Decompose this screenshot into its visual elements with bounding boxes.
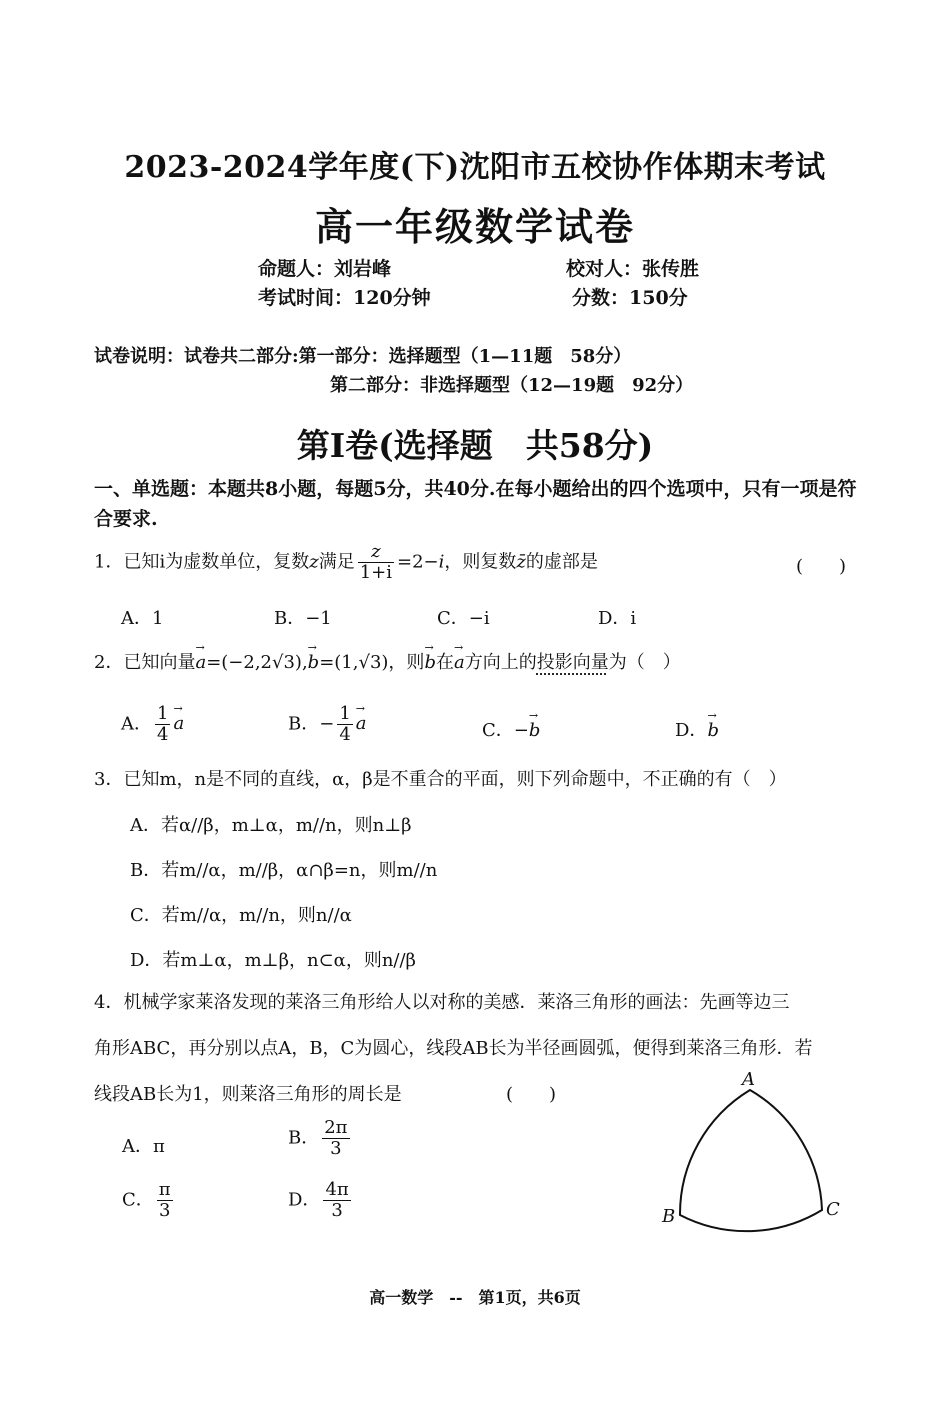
q1-option-c: C．−i (437, 608, 490, 629)
q2-optd-vector: → b (707, 720, 719, 741)
q2-optc-vector: → b (529, 720, 541, 741)
q2-text-c: =(1,√3)，则 (319, 652, 425, 673)
q2-optc-label: C．− (482, 720, 529, 741)
q2-text-f: 投影向量 (536, 652, 609, 673)
q2-text-g: 为（ ） (608, 652, 681, 673)
q3-option-a: A．若α//β，m⊥α，m//n，则n⊥β (130, 815, 412, 836)
q4-optc-fraction (157, 1180, 173, 1221)
q1-text-c: =2− (397, 551, 439, 573)
exam-score: 分数：150分 (572, 287, 688, 309)
q2-opta-num: 1 (157, 703, 169, 724)
figure-label-c: C (826, 1199, 840, 1220)
q4-optc-den: 3 (158, 1199, 171, 1221)
author: 命题人：刘岩峰 (258, 258, 392, 280)
q4-option-c (122, 1180, 176, 1221)
q2-vector-a-2: → a (454, 652, 465, 673)
q1-text-d: ，则复数 (444, 551, 517, 573)
page-footer: 高一数学 -- 第1页，共6页 (369, 1288, 581, 1307)
proofreader: 校对人：张传胜 (566, 258, 700, 280)
exam-title: 2023-2024学年度(下)沈阳市五校协作体期末考试 (124, 150, 826, 185)
q1-text-a: 1．已知i为虚数单位，复数 (94, 551, 310, 573)
q2-vector-b: → b (308, 652, 320, 673)
q2-optb-num: 1 (339, 703, 351, 724)
q4-optd-fraction (323, 1180, 350, 1221)
q4-line-2: 角形ABC，再分别以点A，B，C为圆心，线段AB长为半径画圆弧，便得到莱洛三角形．若 (94, 1038, 813, 1059)
q2-optb-den: 4 (339, 723, 351, 745)
q4-option-a: A．π (122, 1136, 165, 1157)
q4-optc-num: π (158, 1179, 171, 1200)
q2-vector-b-2: → b (424, 652, 436, 673)
q2-option-d (675, 716, 719, 742)
q1-option-d: D．i (598, 608, 637, 629)
q3-option-b: B．若m//α，m//β，α∩β=n，则m//n (130, 860, 438, 881)
q2-optd-label: D． (675, 720, 708, 741)
exam-subtitle: 高一年级数学试卷 (314, 204, 635, 249)
q4-line-3: 线段AB长为1，则莱洛三角形的周长是 (94, 1084, 402, 1105)
q2-opta-den: 4 (157, 723, 169, 745)
q2-vector-a: → a (195, 652, 206, 673)
q1-answer-paren: ( ) (796, 556, 847, 577)
exam-note-2: 第二部分：非选择题型（12—19题 92分） (330, 375, 694, 396)
q1-frac-num: z (358, 542, 394, 563)
q1-text-e: 的虚部是 (525, 551, 598, 573)
q2-option-a (121, 704, 184, 745)
section-title: 第Ⅰ卷(选择题 共58分) (296, 426, 654, 465)
q2-opta-vector: → a (173, 713, 184, 734)
q2-optb-fraction (337, 704, 352, 745)
q1-frac-den: 1+i (359, 561, 392, 583)
figure-label-b: B (662, 1206, 676, 1227)
exam-time: 考试时间：120分钟 (258, 287, 431, 309)
q4-option-b (288, 1118, 353, 1159)
q4-optb-num: 2π (324, 1117, 348, 1138)
section-intro: 一、单选题：本题共8小题，每题5分，共40分.在每小题给出的四个选项中，只有一项是符合要求. (94, 478, 857, 530)
q2-text-e: 方向上的 (464, 652, 537, 673)
q4-answer-paren: ( ) (506, 1084, 557, 1105)
q2-text-a: 2．已知向量 (94, 652, 196, 673)
q3-option-d: D．若m⊥α，m⊥β，n⊂α，则n//β (130, 950, 416, 971)
q2-option-b (288, 704, 367, 745)
q2-optb-vector: → a (356, 713, 367, 734)
q2-text-b: =(−2,2√3), (206, 652, 308, 673)
q1-text-b: 满足 (318, 551, 355, 573)
q4-optd-den: 3 (331, 1199, 343, 1221)
q4-optb-fraction (322, 1118, 349, 1159)
q4-line-1: 4．机械学家莱洛发现的莱洛三角形给人以对称的美感．莱洛三角形的画法：先画等边三 (94, 992, 790, 1013)
q1-option-a: A．1 (121, 608, 164, 629)
q4-optb-den: 3 (330, 1137, 342, 1159)
q4-optc-label: C． (122, 1189, 154, 1211)
q2-opta-label: A． (121, 713, 152, 735)
q1-zbar: z̄ (516, 551, 526, 573)
q1-i: i (438, 551, 445, 573)
q4-optb-label: B． (288, 1127, 320, 1149)
question-3: 3．已知m，n是不同的直线，α，β是不重合的平面，则下列命题中，不正确的有（ ） (94, 769, 787, 790)
reuleaux-triangle-figure (650, 1065, 850, 1235)
q2-optb-label: B．− (288, 713, 335, 735)
q3-option-c: C．若m//α，m//n，则n//α (130, 905, 352, 926)
question-2 (94, 648, 681, 674)
q2-opta-fraction (155, 704, 170, 745)
q1-fraction (358, 542, 394, 583)
q2-option-c (482, 716, 540, 742)
exam-note-1: 试卷说明：试卷共二部分:第一部分：选择题型（1—11题 58分） (94, 346, 632, 367)
reuleaux-triangle-outline (680, 1090, 822, 1231)
q2-text-d: 在 (435, 652, 454, 673)
q1-option-b: B．−1 (274, 608, 332, 629)
question-1 (94, 542, 598, 583)
q4-option-d (288, 1180, 354, 1221)
q4-optd-num: 4π (325, 1179, 349, 1200)
figure-label-a: A (742, 1069, 755, 1090)
q1-z: z (309, 551, 319, 573)
q4-optd-label: D． (288, 1189, 321, 1211)
